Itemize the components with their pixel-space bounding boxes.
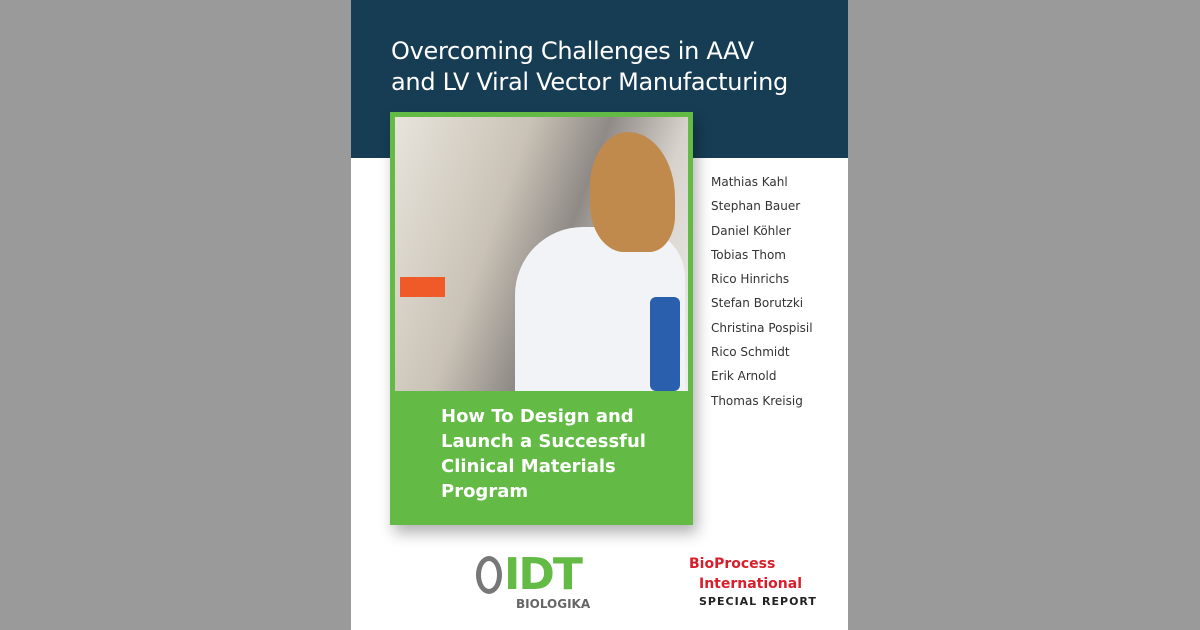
author: Stefan Borutzki [711,296,804,311]
author: Rico Hinrichs [711,272,790,287]
subtitle-line: How To Design and [441,406,634,427]
author: Daniel Köhler [711,223,791,238]
cover-subtitle [441,404,646,504]
photo-hair [590,132,675,252]
idt-biologika-logo [476,548,590,612]
lab-photo [395,117,688,391]
idt-subtext: BIOLOGIKA [516,597,591,611]
author: Tobias Thom [711,247,786,262]
report-title [391,36,788,98]
author: Stephan Bauer [711,199,801,214]
bioprocess-international-logo [689,554,817,610]
bpi-line: International [699,576,803,592]
bpi-line: BioProcess [689,556,776,572]
report-cover-page [351,0,848,630]
subtitle-line: Program [441,481,529,502]
author: Christina Pospisil [711,320,813,335]
title-line: Overcoming Challenges in AAV [391,37,754,65]
photo-tray [400,277,445,297]
author: Rico Schmidt [711,345,790,360]
title-line: and LV Viral Vector Manufacturing [391,68,788,96]
idt-wordmark: IDT [504,549,581,600]
author: Thomas Kreisig [711,393,803,408]
author: Mathias Kahl [711,175,788,189]
subtitle-line: Launch a Successful [441,431,646,452]
snake-icon [476,556,502,594]
idt-logo-row [476,548,590,602]
photo-chair [650,297,680,391]
subtitle-line: Clinical Materials [441,456,616,477]
author: Erik Arnold [711,369,777,384]
inner-cover [390,112,693,525]
author-list [711,174,813,417]
special-report-label: SPECIAL REPORT [699,595,817,608]
